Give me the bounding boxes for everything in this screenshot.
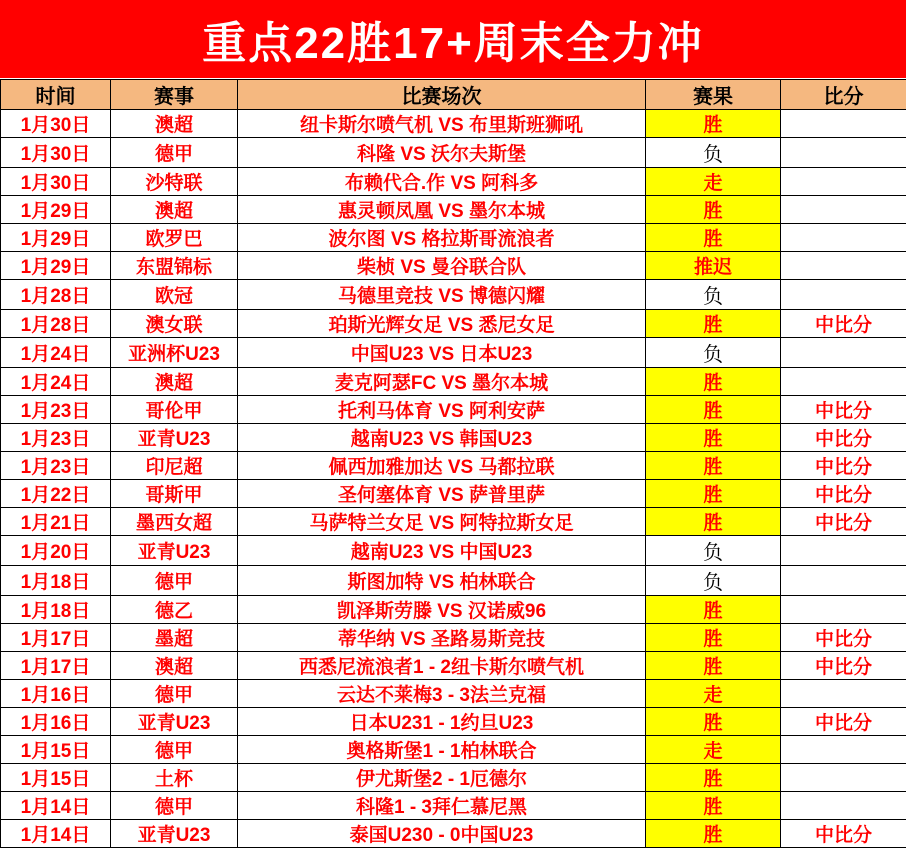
match-cell: 蒂华纳 VS 圣路易斯竞技 [238,624,646,652]
table-row [1,508,906,536]
league-cell: 沙特联 [111,168,238,196]
table-row [1,424,906,452]
table-row [1,396,906,424]
column-header-score: 比分 [781,80,906,110]
score-cell [781,764,906,792]
league-cell: 澳超 [111,110,238,138]
result-cell: 负 [646,138,781,168]
date-cell: 1月29日 [1,224,111,252]
match-cell: 波尔图 VS 格拉斯哥流浪者 [238,224,646,252]
result-cell: 胜 [646,624,781,652]
match-cell: 泰国U230 - 0中国U23 [238,820,646,848]
column-header-result: 赛果 [646,80,781,110]
match-cell: 托利马体育 VS 阿利安萨 [238,396,646,424]
result-cell: 胜 [646,708,781,736]
column-header-match: 比赛场次 [238,80,646,110]
league-cell: 德甲 [111,736,238,764]
match-cell: 科隆 VS 沃尔夫斯堡 [238,138,646,168]
score-cell [781,252,906,280]
match-cell: 珀斯光辉女足 VS 悉尼女足 [238,310,646,338]
table-row [1,338,906,368]
column-header-league: 赛事 [111,80,238,110]
table-row [1,624,906,652]
match-cell: 马德里竞技 VS 博德闪耀 [238,280,646,310]
table-row [1,708,906,736]
league-cell: 亚青U23 [111,424,238,452]
table-row [1,566,906,596]
score-cell: 中比分 [781,424,906,452]
league-cell: 澳超 [111,652,238,680]
table-row [1,168,906,196]
score-cell: 中比分 [781,310,906,338]
date-cell: 1月16日 [1,708,111,736]
score-cell [781,792,906,820]
result-cell: 胜 [646,792,781,820]
score-cell [781,196,906,224]
date-cell: 1月22日 [1,480,111,508]
score-cell [781,110,906,138]
result-cell: 推迟 [646,252,781,280]
result-cell: 胜 [646,452,781,480]
date-cell: 1月16日 [1,680,111,708]
result-cell: 走 [646,736,781,764]
table-row [1,310,906,338]
score-cell: 中比分 [781,624,906,652]
table-row [1,792,906,820]
league-cell: 德乙 [111,596,238,624]
score-cell [781,566,906,596]
match-cell: 越南U23 VS 中国U23 [238,536,646,566]
match-cell: 西悉尼流浪者1 - 2纽卡斯尔喷气机 [238,652,646,680]
result-cell: 胜 [646,310,781,338]
match-cell: 越南U23 VS 韩国U23 [238,424,646,452]
score-cell [781,338,906,368]
league-cell: 德甲 [111,566,238,596]
date-cell: 1月17日 [1,624,111,652]
result-cell: 走 [646,168,781,196]
result-cell: 胜 [646,196,781,224]
table-row [1,138,906,168]
result-cell: 胜 [646,652,781,680]
league-cell: 墨西女超 [111,508,238,536]
date-cell: 1月28日 [1,310,111,338]
date-cell: 1月29日 [1,196,111,224]
match-cell: 凯泽斯劳滕 VS 汉诺威96 [238,596,646,624]
banner-title: 重点22胜17+周末全力冲 [202,7,704,71]
score-cell [781,224,906,252]
date-cell: 1月14日 [1,820,111,848]
match-cell: 斯图加特 VS 柏林联合 [238,566,646,596]
results-table [0,79,906,848]
table-row [1,196,906,224]
date-cell: 1月23日 [1,452,111,480]
table-row [1,764,906,792]
result-cell: 胜 [646,596,781,624]
match-cell: 纽卡斯尔喷气机 VS 布里斯班狮吼 [238,110,646,138]
result-cell: 负 [646,338,781,368]
table-row [1,652,906,680]
result-cell: 胜 [646,508,781,536]
score-cell: 中比分 [781,396,906,424]
table-row [1,110,906,138]
table-row [1,224,906,252]
league-cell: 德甲 [111,138,238,168]
league-cell: 土杯 [111,764,238,792]
date-cell: 1月17日 [1,652,111,680]
result-cell: 负 [646,536,781,566]
match-cell: 圣何塞体育 VS 萨普里萨 [238,480,646,508]
league-cell: 德甲 [111,680,238,708]
table-row [1,280,906,310]
date-cell: 1月15日 [1,736,111,764]
score-cell [781,138,906,168]
match-cell: 麦克阿瑟FC VS 墨尔本城 [238,368,646,396]
match-cell: 马萨特兰女足 VS 阿特拉斯女足 [238,508,646,536]
table-row [1,536,906,566]
table-row [1,452,906,480]
score-cell [781,596,906,624]
league-cell: 亚青U23 [111,820,238,848]
table-row [1,596,906,624]
banner [0,0,906,78]
score-cell [781,736,906,764]
league-cell: 哥伦甲 [111,396,238,424]
score-cell [781,368,906,396]
score-cell: 中比分 [781,708,906,736]
table-row [1,368,906,396]
league-cell: 亚青U23 [111,536,238,566]
result-cell: 胜 [646,368,781,396]
league-cell: 澳超 [111,196,238,224]
date-cell: 1月23日 [1,424,111,452]
date-cell: 1月23日 [1,396,111,424]
date-cell: 1月24日 [1,338,111,368]
result-cell: 胜 [646,764,781,792]
league-cell: 亚青U23 [111,708,238,736]
match-cell: 云达不莱梅3 - 3法兰克福 [238,680,646,708]
column-header-time: 时间 [1,80,111,110]
league-cell: 印尼超 [111,452,238,480]
date-cell: 1月30日 [1,168,111,196]
date-cell: 1月18日 [1,566,111,596]
score-cell: 中比分 [781,452,906,480]
table-row [1,480,906,508]
league-cell: 哥斯甲 [111,480,238,508]
date-cell: 1月28日 [1,280,111,310]
date-cell: 1月14日 [1,792,111,820]
match-cell: 布赖代合.作 VS 阿科多 [238,168,646,196]
league-cell: 欧罗巴 [111,224,238,252]
result-cell: 胜 [646,480,781,508]
score-cell: 中比分 [781,480,906,508]
match-cell: 中国U23 VS 日本U23 [238,338,646,368]
table-row [1,820,906,848]
league-cell: 亚洲杯U23 [111,338,238,368]
result-cell: 负 [646,566,781,596]
date-cell: 1月30日 [1,110,111,138]
match-cell: 科隆1 - 3拜仁慕尼黑 [238,792,646,820]
date-cell: 1月15日 [1,764,111,792]
match-cell: 伊尤斯堡2 - 1厄德尔 [238,764,646,792]
table-row [1,736,906,764]
date-cell: 1月30日 [1,138,111,168]
score-cell [781,168,906,196]
table-row [1,680,906,708]
league-cell: 德甲 [111,792,238,820]
league-cell: 澳超 [111,368,238,396]
result-cell: 胜 [646,110,781,138]
date-cell: 1月18日 [1,596,111,624]
header-row [1,80,906,110]
league-cell: 东盟锦标 [111,252,238,280]
result-cell: 胜 [646,224,781,252]
score-cell [781,536,906,566]
match-cell: 日本U231 - 1约旦U23 [238,708,646,736]
match-cell: 柴桢 VS 曼谷联合队 [238,252,646,280]
match-cell: 佩西加雅加达 VS 马都拉联 [238,452,646,480]
result-cell: 负 [646,280,781,310]
result-cell: 胜 [646,820,781,848]
result-cell: 胜 [646,396,781,424]
date-cell: 1月20日 [1,536,111,566]
score-cell: 中比分 [781,508,906,536]
league-cell: 墨超 [111,624,238,652]
score-cell: 中比分 [781,820,906,848]
score-cell [781,680,906,708]
match-cell: 奥格斯堡1 - 1柏林联合 [238,736,646,764]
date-cell: 1月29日 [1,252,111,280]
league-cell: 欧冠 [111,280,238,310]
score-cell: 中比分 [781,652,906,680]
score-cell [781,280,906,310]
table-row [1,252,906,280]
result-cell: 胜 [646,424,781,452]
result-cell: 走 [646,680,781,708]
league-cell: 澳女联 [111,310,238,338]
date-cell: 1月21日 [1,508,111,536]
date-cell: 1月24日 [1,368,111,396]
match-cell: 惠灵顿凤凰 VS 墨尔本城 [238,196,646,224]
